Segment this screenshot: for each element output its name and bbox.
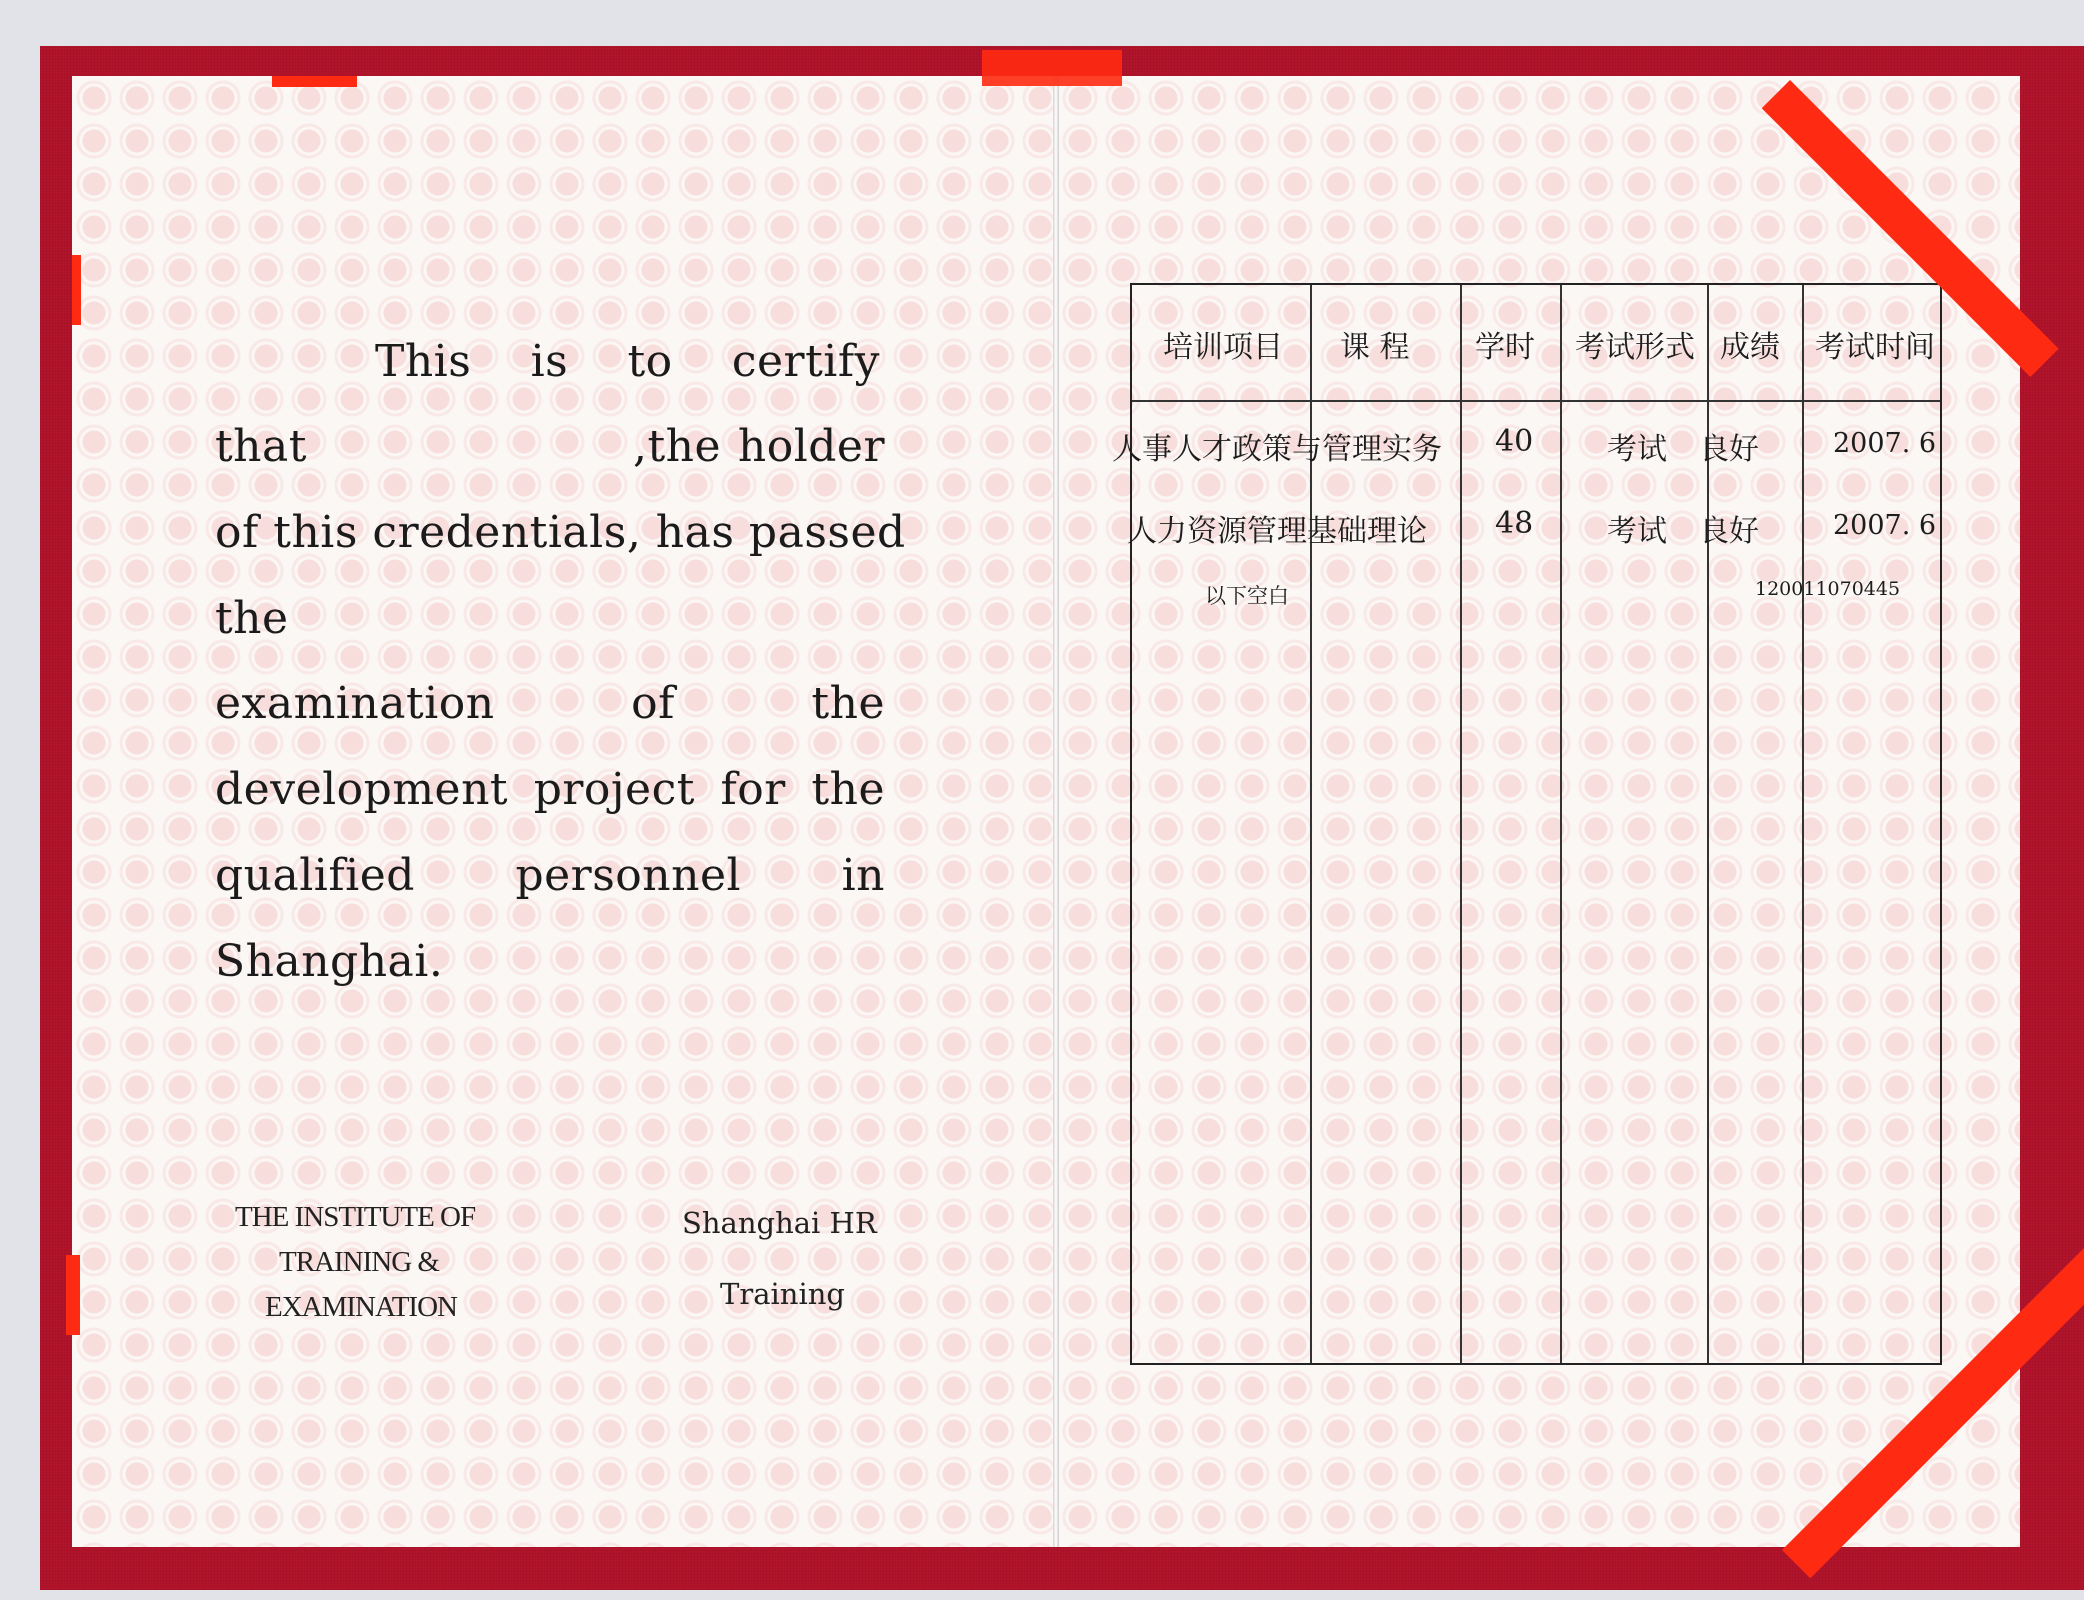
row1-course: 人事人才政策与管理实务 xyxy=(1112,432,1442,467)
row2-course: 人力资源管理基础理论 xyxy=(1127,514,1427,549)
spine-ribbon-top xyxy=(982,50,1122,86)
issuer-line-1: Shanghai HR xyxy=(682,1206,877,1240)
page-gutter xyxy=(1053,76,1059,1547)
col-divider xyxy=(1460,285,1462,1363)
cert-line-6: development project for the xyxy=(215,764,885,815)
header-exam-date: 考试时间 xyxy=(1815,330,1935,365)
institute-line-3: EXAMINATION xyxy=(265,1291,457,1323)
row1-exam: 考试 xyxy=(1607,432,1667,467)
row1-date: 2007. 6 xyxy=(1833,428,1937,459)
col-divider xyxy=(1802,285,1804,1363)
institute-line-1: THE INSTITUTE OF xyxy=(235,1201,476,1233)
cert-line-4: the xyxy=(215,593,289,644)
row2-exam: 考试 xyxy=(1607,514,1667,549)
row2-hours: 48 xyxy=(1495,506,1534,541)
row1-grade: 良好 xyxy=(1699,432,1759,467)
blank-below-note: 以下空白 xyxy=(1205,584,1289,608)
header-exam-type: 考试形式 xyxy=(1575,330,1695,365)
ribbon-stub-left-1 xyxy=(72,255,81,325)
cert-line-7: qualified personnel in xyxy=(215,850,885,901)
header-course: 课 程 xyxy=(1340,330,1410,365)
row2-grade: 良好 xyxy=(1699,514,1759,549)
header-hours: 学时 xyxy=(1475,330,1535,365)
header-grade: 成绩 xyxy=(1720,330,1780,365)
cert-line-2: that ,the holder xyxy=(215,421,885,472)
ribbon-stub-top-left xyxy=(272,76,357,87)
header-training-item: 培训项目 xyxy=(1163,330,1283,365)
cert-line-3: of this credentials, has passed xyxy=(215,507,906,558)
row1-hours: 40 xyxy=(1495,424,1534,459)
row2-date: 2007. 6 xyxy=(1833,510,1937,541)
col-divider xyxy=(1560,285,1562,1363)
issuer-line-2: Training xyxy=(720,1277,845,1311)
institute-line-2: TRAINING & xyxy=(279,1246,439,1278)
ribbon-stub-left-2 xyxy=(66,1255,80,1335)
cert-line-5: examination of the xyxy=(215,678,885,729)
cert-line-1: This is to certify xyxy=(375,336,880,387)
header-divider xyxy=(1132,400,1940,402)
cert-line-8: Shanghai. xyxy=(215,936,444,987)
serial-number: 120011070445 xyxy=(1755,578,1901,600)
